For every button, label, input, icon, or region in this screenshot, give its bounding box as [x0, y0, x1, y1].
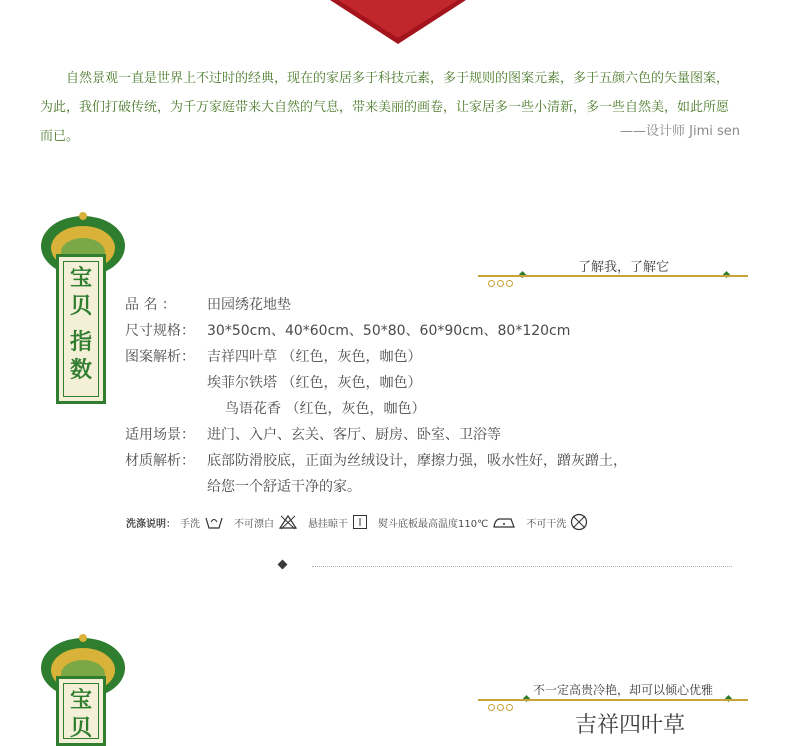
spec-row-material: 材质解析： 底部防滑胶底，正面为丝绒设计，摩擦力强，吸水性好，蹭灰蹭土， [125, 453, 627, 469]
iron-icon [492, 514, 516, 530]
hang-dry-icon [352, 514, 368, 530]
spec-row-pattern: 图案解析： 吉祥四叶草 （红色，灰色，咖色） [125, 349, 422, 365]
section1-header-label: 了解我，了解它 [578, 260, 670, 275]
spec-row-pattern-2: 埃菲尔铁塔 （红色，灰色，咖色） [207, 375, 422, 391]
badge-char: 贝 [69, 294, 92, 319]
badge-char: 宝 [69, 266, 92, 291]
spec-row-name: 品 名 ： 田园绣花地垫 [125, 297, 291, 313]
washing-instructions [126, 513, 588, 531]
no-bleach-icon [278, 514, 298, 530]
wash-item-no-dry-clean: 不可干洗 [526, 518, 567, 530]
section2-divider [478, 696, 748, 704]
hand-wash-icon [204, 514, 224, 530]
badge-char: 数 [69, 358, 92, 383]
spec-row-scene: 适用场景： 进门、入户、玄关、客厅、厨房、卧室、卫浴等 [125, 427, 501, 443]
badge-char: 指 [69, 330, 92, 355]
wash-item-no-bleach: 不可漂白 [234, 518, 274, 530]
wash-item-iron: 熨斗底板最高温度110℃ [378, 518, 489, 530]
designer-signature: ——设计师 Jimi sen [620, 124, 740, 139]
badge-char: 宝 [69, 688, 92, 713]
wash-item-hand: 手洗 [180, 518, 200, 530]
section-badge-1 [38, 206, 128, 406]
spec-row-pattern-3: 鸟语花香 （红色，灰色，咖色） [225, 401, 426, 417]
no-dry-clean-icon [570, 513, 588, 531]
section1-divider [478, 272, 748, 280]
section-badge-2 [38, 628, 128, 740]
badge-char: 贝 [69, 716, 92, 741]
badge-panel [56, 254, 106, 404]
spec-row-material-2: 给您一个舒适干净的家。 [207, 479, 361, 495]
spec-list [125, 292, 627, 500]
badge-panel [56, 676, 106, 746]
top-red-ornament-inner [338, 0, 458, 38]
section2-header-label: 不一定高贵冷艳，却可以倾心优雅 [533, 683, 714, 697]
spec-row-size: 尺寸规格： 30*50cm、40*60cm、50*80、60*90cm、80*120cm [125, 323, 571, 339]
section2-title: 吉祥四叶草 [575, 713, 686, 738]
wash-item-hang-dry: 悬挂晾干 [308, 518, 348, 530]
intro-paragraph: 自然景观一直是世界上不过时的经典，现在的家居多于科技元素，多于规则的图案元素，多于五颜六色的矢量图案，为此，我们打破传统，为千万家庭带来大自然的气息，带来美丽的画卷，让家居多一些小清新，多一些自然美，如此所愿而已。 [40, 71, 730, 144]
separator-diamond [278, 560, 288, 570]
wash-title: 洗涤说明： [126, 518, 176, 530]
dotted-separator [312, 566, 732, 567]
